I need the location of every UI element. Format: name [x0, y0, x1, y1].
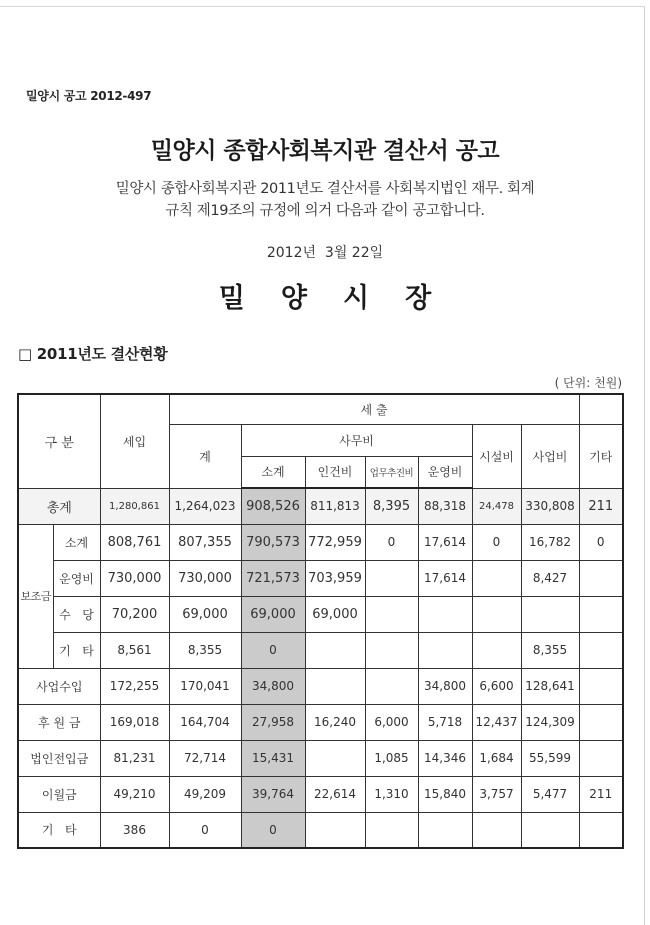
table-row-grand-total — [18, 488, 623, 524]
page-edge-top — [0, 6, 644, 7]
row-label: 수 당 — [53, 596, 100, 632]
cell-business-promotion — [365, 596, 418, 632]
row-label: 운영비 — [53, 560, 100, 596]
row-label: 사업수입 — [18, 668, 100, 704]
unit-note: ( 단위: 천원) — [554, 376, 622, 390]
cell-other — [579, 668, 623, 704]
cell-total: 807,355 — [169, 524, 241, 560]
header-other: 기타 — [579, 424, 623, 488]
cell-personnel — [305, 668, 365, 704]
cell-program — [521, 596, 579, 632]
cell-facility: 12,437 — [472, 704, 521, 740]
cell-facility — [472, 812, 521, 848]
cell-operating: 34,800 — [418, 668, 472, 704]
cell-total: 1,264,023 — [169, 488, 241, 524]
header-expenditure: 세 출 — [169, 394, 579, 424]
table-row-carryover — [18, 776, 623, 812]
cell-revenue: 386 — [100, 812, 169, 848]
cell-total: 49,209 — [169, 776, 241, 812]
cell-business-promotion — [365, 812, 418, 848]
notice-number: 밀양시 공고 2012-497 — [26, 89, 152, 103]
cell-other: 0 — [579, 524, 623, 560]
cell-office-subtotal: 908,526 — [241, 488, 305, 524]
cell-program: 5,477 — [521, 776, 579, 812]
table-row-other — [18, 812, 623, 848]
row-label: 기 타 — [53, 632, 100, 668]
cell-personnel: 703,959 — [305, 560, 365, 596]
cell-revenue: 172,255 — [100, 668, 169, 704]
row-label: 총계 — [18, 488, 100, 524]
cell-office-subtotal: 790,573 — [241, 524, 305, 560]
cell-revenue: 70,200 — [100, 596, 169, 632]
cell-operating: 17,614 — [418, 524, 472, 560]
cell-facility — [472, 560, 521, 596]
cell-personnel: 16,240 — [305, 704, 365, 740]
cell-business-promotion — [365, 560, 418, 596]
notice-body-line-1: 밀양시 종합사회복지관 2011년도 결산서를 사회복지법인 재무. 회계 — [115, 181, 535, 197]
cell-office-subtotal: 39,764 — [241, 776, 305, 812]
cell-program: 55,599 — [521, 740, 579, 776]
cell-business-promotion: 1,310 — [365, 776, 418, 812]
cell-operating: 5,718 — [418, 704, 472, 740]
cell-revenue: 49,210 — [100, 776, 169, 812]
cell-business-promotion: 8,395 — [365, 488, 418, 524]
cell-office-subtotal: 34,800 — [241, 668, 305, 704]
cell-facility: 24,478 — [472, 488, 521, 524]
cell-operating: 15,840 — [418, 776, 472, 812]
table-row-donations — [18, 704, 623, 740]
table-row-subsidy-operating — [18, 560, 623, 596]
cell-program: 128,641 — [521, 668, 579, 704]
cell-personnel — [305, 812, 365, 848]
header-office-subtotal: 소계 — [241, 456, 305, 488]
row-label: 기 타 — [18, 812, 100, 848]
cell-office-subtotal: 27,958 — [241, 704, 305, 740]
cell-business-promotion: 0 — [365, 524, 418, 560]
table-row-program-income — [18, 668, 623, 704]
cell-office-subtotal: 0 — [241, 812, 305, 848]
cell-other — [579, 740, 623, 776]
cell-personnel: 772,959 — [305, 524, 365, 560]
cell-business-promotion: 6,000 — [365, 704, 418, 740]
cell-business-promotion: 1,085 — [365, 740, 418, 776]
cell-total: 8,355 — [169, 632, 241, 668]
cell-business-promotion — [365, 668, 418, 704]
cell-total: 730,000 — [169, 560, 241, 596]
header-revenue: 세입 — [100, 394, 169, 488]
cell-other — [579, 632, 623, 668]
cell-operating: 88,318 — [418, 488, 472, 524]
header-category: 구 분 — [18, 394, 100, 488]
cell-facility: 0 — [472, 524, 521, 560]
cell-revenue: 169,018 — [100, 704, 169, 740]
notice-body-line-2: 규칙 제19조의 규정에 의거 다음과 같이 공고합니다. — [165, 203, 485, 219]
cell-revenue: 8,561 — [100, 632, 169, 668]
cell-other — [579, 596, 623, 632]
cell-total: 164,704 — [169, 704, 241, 740]
cell-revenue: 808,761 — [100, 524, 169, 560]
settlement-table — [17, 393, 624, 849]
notice-date: 2012년 3월 22일 — [266, 245, 384, 261]
cell-operating — [418, 596, 472, 632]
cell-total: 69,000 — [169, 596, 241, 632]
cell-operating — [418, 812, 472, 848]
cell-facility — [472, 632, 521, 668]
row-label: 법인전입금 — [18, 740, 100, 776]
cell-program: 8,355 — [521, 632, 579, 668]
cell-program: 330,808 — [521, 488, 579, 524]
cell-personnel: 69,000 — [305, 596, 365, 632]
cell-revenue: 81,231 — [100, 740, 169, 776]
table-row-corporate-transfer — [18, 740, 623, 776]
cell-business-promotion — [365, 632, 418, 668]
cell-personnel: 22,614 — [305, 776, 365, 812]
cell-office-subtotal: 721,573 — [241, 560, 305, 596]
cell-program — [521, 812, 579, 848]
cell-program: 16,782 — [521, 524, 579, 560]
cell-program: 8,427 — [521, 560, 579, 596]
cell-program: 124,309 — [521, 704, 579, 740]
header-total: 계 — [169, 424, 241, 488]
header-operating: 운영비 — [418, 456, 472, 488]
cell-other — [579, 812, 623, 848]
issuer-name: 밀양시장 — [218, 283, 468, 314]
cell-operating: 17,614 — [418, 560, 472, 596]
cell-facility: 6,600 — [472, 668, 521, 704]
cell-total: 72,714 — [169, 740, 241, 776]
header-row-1 — [18, 394, 623, 424]
header-facility: 시설비 — [472, 424, 521, 488]
cell-total: 0 — [169, 812, 241, 848]
section-heading: □ 2011년도 결산현황 — [18, 345, 168, 363]
document-title: 밀양시 종합사회복지관 결산서 공고 — [150, 138, 500, 164]
cell-facility: 3,757 — [472, 776, 521, 812]
cell-facility: 1,684 — [472, 740, 521, 776]
header-office-expense: 사무비 — [241, 424, 472, 456]
header-business-promotion: 업무추진비 — [365, 456, 418, 488]
cell-office-subtotal: 15,431 — [241, 740, 305, 776]
subsidy-group-label: 보조금 — [18, 524, 53, 668]
cell-revenue: 730,000 — [100, 560, 169, 596]
cell-office-subtotal: 0 — [241, 632, 305, 668]
header-program: 사업비 — [521, 424, 579, 488]
cell-other: 211 — [579, 488, 623, 524]
cell-operating — [418, 632, 472, 668]
table-row-subsidy-other — [18, 632, 623, 668]
table-row-subsidy-subtotal — [18, 524, 623, 560]
header-personnel: 인건비 — [305, 456, 365, 488]
cell-other: 211 — [579, 776, 623, 812]
cell-total: 170,041 — [169, 668, 241, 704]
cell-revenue: 1,280,861 — [100, 488, 169, 524]
cell-personnel: 811,813 — [305, 488, 365, 524]
row-label: 소계 — [53, 524, 100, 560]
row-label: 이월금 — [18, 776, 100, 812]
header-blank — [579, 394, 623, 424]
cell-other — [579, 560, 623, 596]
notice-body — [0, 178, 650, 222]
cell-other — [579, 704, 623, 740]
cell-operating: 14,346 — [418, 740, 472, 776]
cell-office-subtotal: 69,000 — [241, 596, 305, 632]
cell-facility — [472, 596, 521, 632]
cell-personnel — [305, 632, 365, 668]
row-label: 후 원 금 — [18, 704, 100, 740]
table-row-subsidy-allowance — [18, 596, 623, 632]
cell-personnel — [305, 740, 365, 776]
